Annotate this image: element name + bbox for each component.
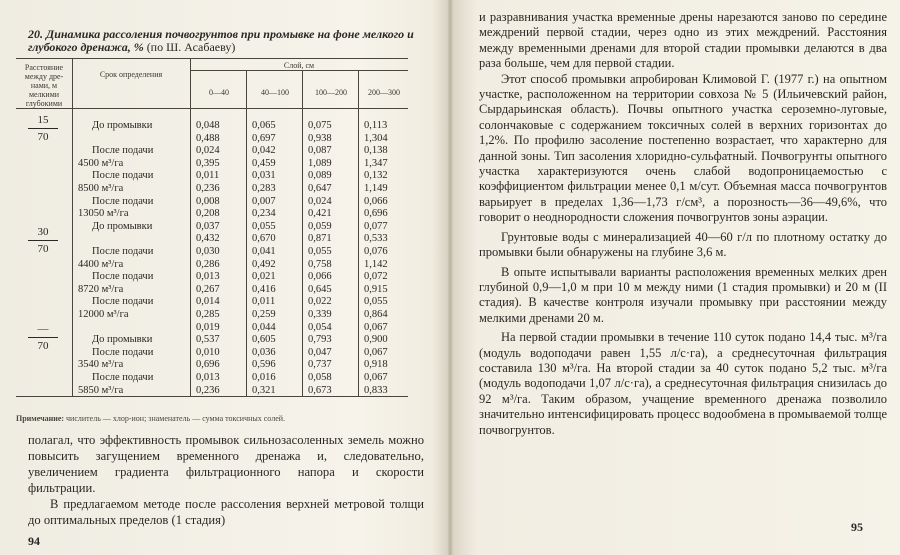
right-body-text [479,10,887,438]
distance-fraction-1: 15 70 [28,114,58,143]
table-cell: 0,044 [252,321,276,333]
table-cell: 0,011 [252,296,276,308]
table-cell: 1,089 [308,157,332,169]
table-cell: 0,008 [196,195,220,207]
table-cell: 0,075 [308,120,332,131]
table-cell: 0,013 [196,372,220,383]
table-cell: 0,236 [196,384,220,396]
table-cell: 1,347 [364,157,388,169]
table-cell: 1,142 [364,258,388,270]
row-label: 8500 м³/га [78,183,124,194]
row-label: После подачи [92,195,154,207]
distance-fraction-3: — 70 [28,323,58,352]
table-cell: 0,915 [364,283,388,295]
table-cell: 0,645 [308,283,332,295]
table-cell: 0,696 [196,359,220,371]
col-divider-1 [72,58,73,396]
table-cell: 0,321 [252,384,276,396]
table-cell: 0,076 [364,246,388,257]
table-cell: 0,014 [196,296,220,308]
table-cell: 0,065 [252,120,276,131]
table-cell: 0,066 [308,271,332,283]
table-cell: 0,492 [252,258,276,270]
table-cell: 0,132 [364,170,388,182]
table-cell: 0,067 [364,372,388,383]
table-cell: 0,864 [364,309,388,320]
table-cell: 0,011 [196,170,220,182]
table-cell: 0,047 [308,346,332,358]
row-label: 5850 м³/га [78,384,124,396]
row-label: 4400 м³/га [78,258,124,270]
table-cell: 0,234 [252,208,276,220]
header-layer: Слой, см [283,61,315,70]
table-cell: 0,021 [252,271,276,283]
row-label: До промывки [92,334,153,346]
table-cell: 0,670 [252,233,276,245]
table-cell: 0,339 [308,309,332,320]
table-cell: 0,285 [196,309,220,320]
row-label: После подачи [92,170,154,182]
row-label: После подачи [92,271,154,283]
table-cell: 0,031 [252,170,276,182]
table-cell: 1,149 [364,183,388,194]
table-cell: 0,024 [308,195,332,207]
table-cell: 0,055 [364,296,388,308]
table-cell: 0,077 [364,220,388,232]
table-cell: 0,048 [196,120,220,131]
row-label: 3540 м³/га [78,359,124,371]
table-cell: 0,059 [308,220,332,232]
table-top-rule [16,58,408,59]
table-title: 20. Динамика рассоления почвогрунтов при промывке на фоне мелкого и глубокого дренажа, % (по Ш. Асабаеву) [28,27,414,54]
table-cell: 0,113 [364,120,388,131]
table-cell: 0,010 [196,346,220,358]
row-label: После подачи [92,246,154,257]
table-cell: 0,072 [364,271,388,283]
table-cell: 0,041 [252,246,276,257]
table-cell: 0,055 [252,220,276,232]
table-cell: 0,286 [196,258,220,270]
header-layer-1: 0—40 [209,88,229,97]
table-cell: 0,036 [252,346,276,358]
row-label: До промывки [92,120,153,131]
row-label: 4500 м³/га [78,157,124,169]
table-cell: 0,042 [252,145,276,157]
header-term: Срок определения [99,70,163,79]
table-cell: 0,432 [196,233,220,245]
row-label: После подачи [92,296,154,308]
left-body-text [28,432,424,528]
table-cell: 0,089 [308,170,332,182]
table-cell: 0,019 [196,321,220,333]
table-cell: 0,421 [308,208,332,220]
table-cell: 0,673 [308,384,332,396]
table-cell: 0,066 [364,195,388,207]
table-cell: 0,537 [196,334,220,346]
row-label: После подачи [92,145,154,157]
table-cell: 0,900 [364,334,388,346]
paragraph: На первой стадии промывки в течение 110 суток подано 14,4 тыс. м³/га (модуль водоподачи равен 1,55 л/с·га), а среднесуточная фильтрация составила 130 м³/га. На второй стадии за 40 суток подано 5,2 тыс. м³/га (модуль водоподачи 1,07 л/с·га), а среднесуточная фильтрация снизилась до 92 м³/га. Таким образом, учащение временного дренажа позволило значительно интенсифицировать процесс водообмена в промываемой толще почвогрунтов. [479,330,887,437]
header-distance: Расстояние между дре-нами, м мелкими глубокими [24,63,64,108]
table-cell: 0,208 [196,208,220,220]
header-layer-2: 40—100 [261,88,289,97]
table-note: Примечание: числитель — хлор-ион; знаменатель — сумма токсичных солей. [16,414,286,423]
col-divider-3 [246,70,247,396]
table-cell: 0,918 [364,359,388,371]
table-cell: 0,459 [252,157,276,169]
table-cell: 0,022 [308,296,332,308]
table-cell: 0,055 [308,246,332,257]
row-label: До промывки [92,220,153,232]
table-cell: 0,938 [308,132,332,144]
table-cell: 0,647 [308,183,332,194]
table-cell: 0,833 [364,384,388,396]
row-label: 13050 м³/га [78,208,129,220]
table-cell: 0,054 [308,321,332,333]
table-cell: 0,016 [252,372,276,383]
table-cell: 0,533 [364,233,388,245]
table-header-rule [16,108,408,109]
paragraph: полагал, что эффективность промывок сильнозасоленных земель можно повысить загущением временного дренажа и, следовательно, увеличением градиента фильтрационного напора и скорости фильтрации. [28,433,424,495]
layer-header-rule [190,70,408,71]
col-divider-5 [358,70,359,396]
row-label: 8720 м³/га [78,283,124,295]
table-cell: 0,067 [364,321,388,333]
table-cell: 0,236 [196,183,220,194]
table-cell: 0,058 [308,372,332,383]
paragraph: и разравнивания участка временные дрены нарезаются заново по середине междрений первой стадии, через одно из этих междрений. Расстояния между временными дренами для второй стадии промывки делаются в два раза больше, чем для первой стадии. [479,10,887,71]
table-cell: 0,793 [308,334,332,346]
table-cell: 0,259 [252,309,276,320]
row-label: 12000 м³/га [78,309,129,320]
row-label: После подачи [92,372,154,383]
paragraph: Грунтовые воды с минерализацией 40—60 г/л по плотному остатку до промывки были обнаружены на глубине 3,6 м. [479,229,887,260]
right-page [451,0,900,555]
table-cell: 0,416 [252,283,276,295]
paragraph: В опыте испытывали варианты расположения временных мелких дрен глубиной 0,9—1,0 м при 10 м между ними (1 стадия промывки) и 20 м (II стадия). В качестве контроля изучали промывку при расстоянии между мелкими дренами 20 м. [479,264,887,325]
table-cell: 0,737 [308,359,332,371]
distance-fraction-2: 30 70 [28,226,58,255]
table-cell: 0,696 [364,208,388,220]
paragraph: Этот способ промывки апробирован Климовой Г. (1977 г.) на опытном участке, расположенном на территории совхоза № 5 (Ильичевский район, Сырдарьинская область). Почвы опытного участка сероземно-луговые, солончаковые с содержанием токсичных солей в верхних горизонтах до 1,2%. По профилю засоление постепенно возрастает, что характерно для данной зоны. Тип засоления хлоридно-сульфатный. Почвогрунты опытного участка характеризуются очень слабой водопроницаемостью с коэффициентом фильтрации менее 0,1 м/сут. Объемная масса почвогрунтов варьирует в пределах 1,36—1,73 г/см³, а порозность—36—49,6%, что говорит о неоднородности сложения почвогрунтов зоны аэрации. [479,71,887,225]
table-cell: 0,283 [252,183,276,194]
table-cell: 0,067 [364,346,388,358]
table-cell: 0,087 [308,145,332,157]
table-cell: 0,605 [252,334,276,346]
page-number-left: 94 [28,534,40,548]
table-cell: 0,596 [252,359,276,371]
table-bottom-rule [16,396,408,397]
table-cell: 0,037 [196,220,220,232]
table-cell: 0,007 [252,195,276,207]
table-cell: 0,758 [308,258,332,270]
page-number-right: 95 [851,520,863,534]
row-label: После подачи [92,346,154,358]
table-cell: 0,697 [252,132,276,144]
table-cell: 0,024 [196,145,220,157]
col-divider-4 [302,70,303,396]
header-layer-3: 100—200 [315,88,347,97]
table-cell: 0,267 [196,283,220,295]
col-divider-2 [190,58,191,396]
paragraph: В предлагаемом методе после рассоления верхней метровой толщи до оптимальных пределов (1 стадия) [28,497,424,527]
table-cell: 0,013 [196,271,220,283]
table-cell: 0,030 [196,246,220,257]
table-cell: 0,871 [308,233,332,245]
left-page [0,0,449,555]
table-cell: 1,304 [364,132,388,144]
table-cell: 0,395 [196,157,220,169]
header-layer-4: 200—300 [368,88,400,97]
table-cell: 0,138 [364,145,388,157]
table-cell: 0,488 [196,132,220,144]
